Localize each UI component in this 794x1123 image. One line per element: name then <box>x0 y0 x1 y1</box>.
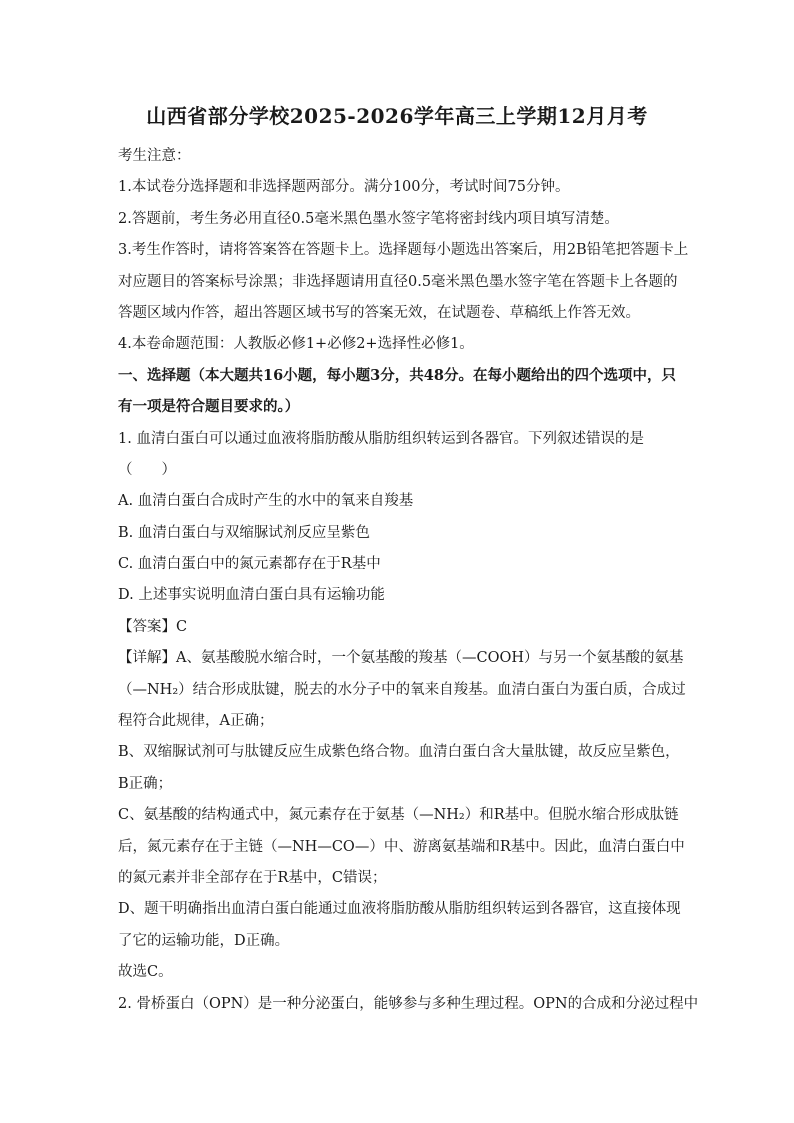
text-line: （—NH₂）结合形成肽键，脱去的水分子中的氧来自羧基。血清白蛋白为蛋白质，合成过 <box>118 681 686 698</box>
page-title: 山西省部分学校2025-2026学年高三上学期12月月考 <box>146 104 648 128</box>
text-line: B正确； <box>118 775 173 792</box>
text-line: 的氮元素并非全部存在于R基中，C错误； <box>118 869 387 886</box>
text-line: 程符合此规律，A正确； <box>118 713 274 730</box>
text-line: 2.答题前，考生务必用直径0.5毫米黑色墨水签字笔将密封线内项目填写清楚。 <box>118 210 619 227</box>
text-line: D、题干明确指出血清白蛋白能通过血液将脂肪酸从脂肪组织转运到各器官，这直接体现 <box>118 901 681 918</box>
text-line: 2. 骨桥蛋白（OPN）是一种分泌蛋白，能够参与多种生理过程。OPN的合成和分泌过程中 <box>118 995 699 1012</box>
text-line: 1. 血清白蛋白可以通过血液将脂肪酸从脂肪组织转运到各器官。下列叙述错误的是 <box>118 430 644 447</box>
text-line: 对应题目的答案标号涂黑；非选择题请用直径0.5毫米黑色墨水签字笔在答题卡上各题的 <box>118 273 678 290</box>
text-line: （ ） <box>118 461 176 478</box>
text-line: 有一项是符合题目要求的。） <box>118 398 300 416</box>
text-line: 3.考生作答时，请将答案答在答题卡上。选择题每小题选出答案后，用2B铅笔把答题卡上 <box>118 242 689 259</box>
document-body <box>118 143 699 1022</box>
text-line: 4.本卷命题范围：人教版必修1+必修2+选择性必修1。 <box>118 336 474 353</box>
text-line: D. 上述事实说明血清白蛋白具有运输功能 <box>118 587 385 604</box>
text-line: 故选C。 <box>118 964 173 981</box>
text-line: B、双缩脲试剂可与肽键反应生成紫色络合物。血清白蛋白含大量肽键，故反应呈紫色， <box>118 744 680 761</box>
text-line: 后，氮元素存在于主链（—NH—CO—）中、游离氨基端和R基中。因此，血清白蛋白中 <box>118 838 685 855</box>
text-line: 一、选择题（本大题共16小题，每小题3分，共48分。在每小题给出的四个选项中，只 <box>118 366 676 384</box>
text-line: 1.本试卷分选择题和非选择题两部分。满分100分，考试时间75分钟。 <box>118 179 570 196</box>
text-line: A. 血清白蛋白合成时产生的水中的氧来自羧基 <box>118 493 414 510</box>
text-line: C、氨基酸的结构通式中，氮元素存在于氨基（—NH₂）和R基中。但脱水缩合形成肽链 <box>118 807 679 824</box>
text-line: 考生注意： <box>118 148 191 164</box>
text-line: 答题区域内作答，超出答题区域书写的答案无效，在试题卷、草稿纸上作答无效。 <box>118 304 640 321</box>
text-line: C. 血清白蛋白中的氮元素都存在于R基中 <box>118 556 381 573</box>
text-line: 【答案】C <box>118 618 188 635</box>
text-line: B. 血清白蛋白与双缩脲试剂反应呈紫色 <box>118 524 370 541</box>
text-line: 【详解】A、氨基酸脱水缩合时，一个氨基酸的羧基（—COOH）与另一个氨基酸的氨基 <box>118 650 684 667</box>
text-line: 了它的运输功能，D正确。 <box>118 932 290 949</box>
